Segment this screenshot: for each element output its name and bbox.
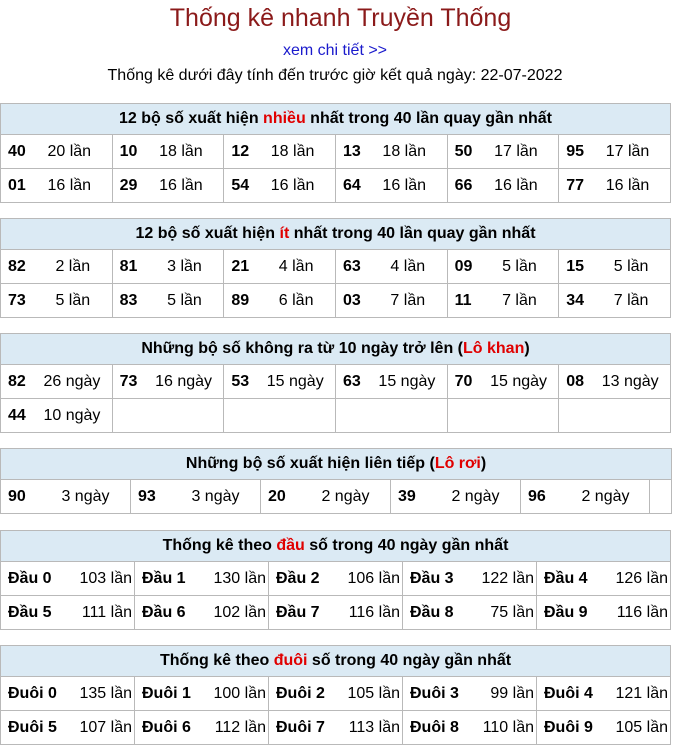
- stat-cell: 03 7 lần: [335, 284, 447, 318]
- dau-title: Thống kê theo đầu số trong 40 ngày gần nhất: [1, 531, 671, 562]
- lo-roi-title: Những bộ số xuất hiện liên tiếp (Lô rơi): [1, 449, 672, 480]
- stat-cell: 10 18 lần: [112, 135, 224, 169]
- stat-cell: 63 4 lần: [335, 250, 447, 284]
- table-row: [1, 480, 672, 514]
- table-row: [1, 399, 671, 433]
- stat-cell: Đầu 1 130 lần: [135, 562, 269, 596]
- stat-cell: Đầu 8 75 lần: [403, 596, 537, 630]
- stat-cell: Đầu 3 122 lần: [403, 562, 537, 596]
- stat-cell: 44 10 ngày: [1, 399, 113, 433]
- empty-cell: [335, 399, 447, 433]
- stat-cell: 96 2 ngày: [521, 480, 650, 514]
- detail-link[interactable]: xem chi tiết >>: [282, 42, 388, 59]
- stat-cell: Đuôi 7 113 lần: [269, 711, 403, 745]
- stat-cell: 83 5 lần: [112, 284, 224, 318]
- stat-cell: 93 3 ngày: [131, 480, 261, 514]
- stat-cell: Đầu 4 126 lần: [537, 562, 671, 596]
- most-frequent-table: [0, 103, 671, 203]
- table-row: [1, 562, 671, 596]
- duoi-table: [0, 645, 671, 745]
- table-row: [1, 135, 671, 169]
- stat-cell: 15 5 lần: [559, 250, 671, 284]
- stat-cell: Đầu 0 103 lần: [1, 562, 135, 596]
- lo-khan-title: Những bộ số không ra từ 10 ngày trở lên (Lô khan): [1, 334, 671, 365]
- stat-cell: 12 18 lần: [224, 135, 336, 169]
- stat-cell: Đuôi 2 105 lần: [269, 677, 403, 711]
- stat-cell: 09 5 lần: [447, 250, 559, 284]
- stat-cell: 11 7 lần: [447, 284, 559, 318]
- table-row: [1, 169, 671, 203]
- least-frequent-title: 12 bộ số xuất hiện ít nhất trong 40 lần quay gần nhất: [1, 219, 671, 250]
- stat-cell: 40 20 lần: [1, 135, 113, 169]
- stat-cell: Đầu 2 106 lần: [269, 562, 403, 596]
- lo-roi-table: [0, 448, 672, 514]
- stat-cell: 34 7 lần: [559, 284, 671, 318]
- stat-cell: Đuôi 0 135 lần: [1, 677, 135, 711]
- stat-cell: Đầu 9 116 lần: [537, 596, 671, 630]
- stat-cell: Đầu 7 116 lần: [269, 596, 403, 630]
- stat-cell: 64 16 lần: [335, 169, 447, 203]
- empty-cell: [224, 399, 336, 433]
- stat-cell: Đuôi 3 99 lần: [403, 677, 537, 711]
- stat-cell: Đuôi 1 100 lần: [135, 677, 269, 711]
- stat-cell: 01 16 lần: [1, 169, 113, 203]
- empty-cell: [650, 480, 672, 514]
- stat-cell: 66 16 lần: [447, 169, 559, 203]
- empty-cell: [112, 399, 224, 433]
- table-row: [1, 250, 671, 284]
- lo-khan-table: [0, 333, 671, 433]
- stat-cell: 20 2 ngày: [261, 480, 391, 514]
- table-row: [1, 365, 671, 399]
- most-frequent-title: 12 bộ số xuất hiện nhiều nhất trong 40 lần quay gần nhất: [1, 104, 671, 135]
- page-title: Thống kê nhanh Truyền Thống: [169, 4, 512, 32]
- stat-cell: 50 17 lần: [447, 135, 559, 169]
- stat-cell: 53 15 ngày: [224, 365, 336, 399]
- stat-cell: Đuôi 4 121 lần: [537, 677, 671, 711]
- least-frequent-table: [0, 218, 671, 318]
- stat-cell: 54 16 lần: [224, 169, 336, 203]
- stat-cell: 82 2 lần: [1, 250, 113, 284]
- empty-cell: [447, 399, 559, 433]
- stat-cell: 29 16 lần: [112, 169, 224, 203]
- table-row: [1, 677, 671, 711]
- stat-cell: Đuôi 9 105 lần: [537, 711, 671, 745]
- stat-cell: 73 16 ngày: [112, 365, 224, 399]
- stat-cell: 82 26 ngày: [1, 365, 113, 399]
- stat-cell: 81 3 lần: [112, 250, 224, 284]
- stat-cell: 73 5 lần: [1, 284, 113, 318]
- stat-cell: 77 16 lần: [559, 169, 671, 203]
- stat-cell: 08 13 ngày: [559, 365, 671, 399]
- date-line: Thống kê dưới đây tính đến trước giờ kết quả ngày: 22-07-2022: [107, 67, 563, 84]
- stat-cell: 39 2 ngày: [391, 480, 521, 514]
- stat-cell: 89 6 lần: [224, 284, 336, 318]
- table-row: [1, 284, 671, 318]
- table-row: [1, 711, 671, 745]
- dau-table: [0, 530, 671, 630]
- stat-cell: 13 18 lần: [335, 135, 447, 169]
- stat-cell: Đuôi 8 110 lần: [403, 711, 537, 745]
- stat-cell: Đuôi 5 107 lần: [1, 711, 135, 745]
- empty-cell: [559, 399, 671, 433]
- stat-cell: Đầu 6 102 lần: [135, 596, 269, 630]
- stat-cell: Đầu 5 111 lần: [1, 596, 135, 630]
- stat-cell: Đuôi 6 112 lần: [135, 711, 269, 745]
- stat-cell: 90 3 ngày: [1, 480, 131, 514]
- stat-cell: 70 15 ngày: [447, 365, 559, 399]
- stat-cell: 95 17 lần: [559, 135, 671, 169]
- duoi-title: Thống kê theo đuôi số trong 40 ngày gần nhất: [1, 646, 671, 677]
- table-row: [1, 596, 671, 630]
- stat-cell: 21 4 lần: [224, 250, 336, 284]
- stat-cell: 63 15 ngày: [335, 365, 447, 399]
